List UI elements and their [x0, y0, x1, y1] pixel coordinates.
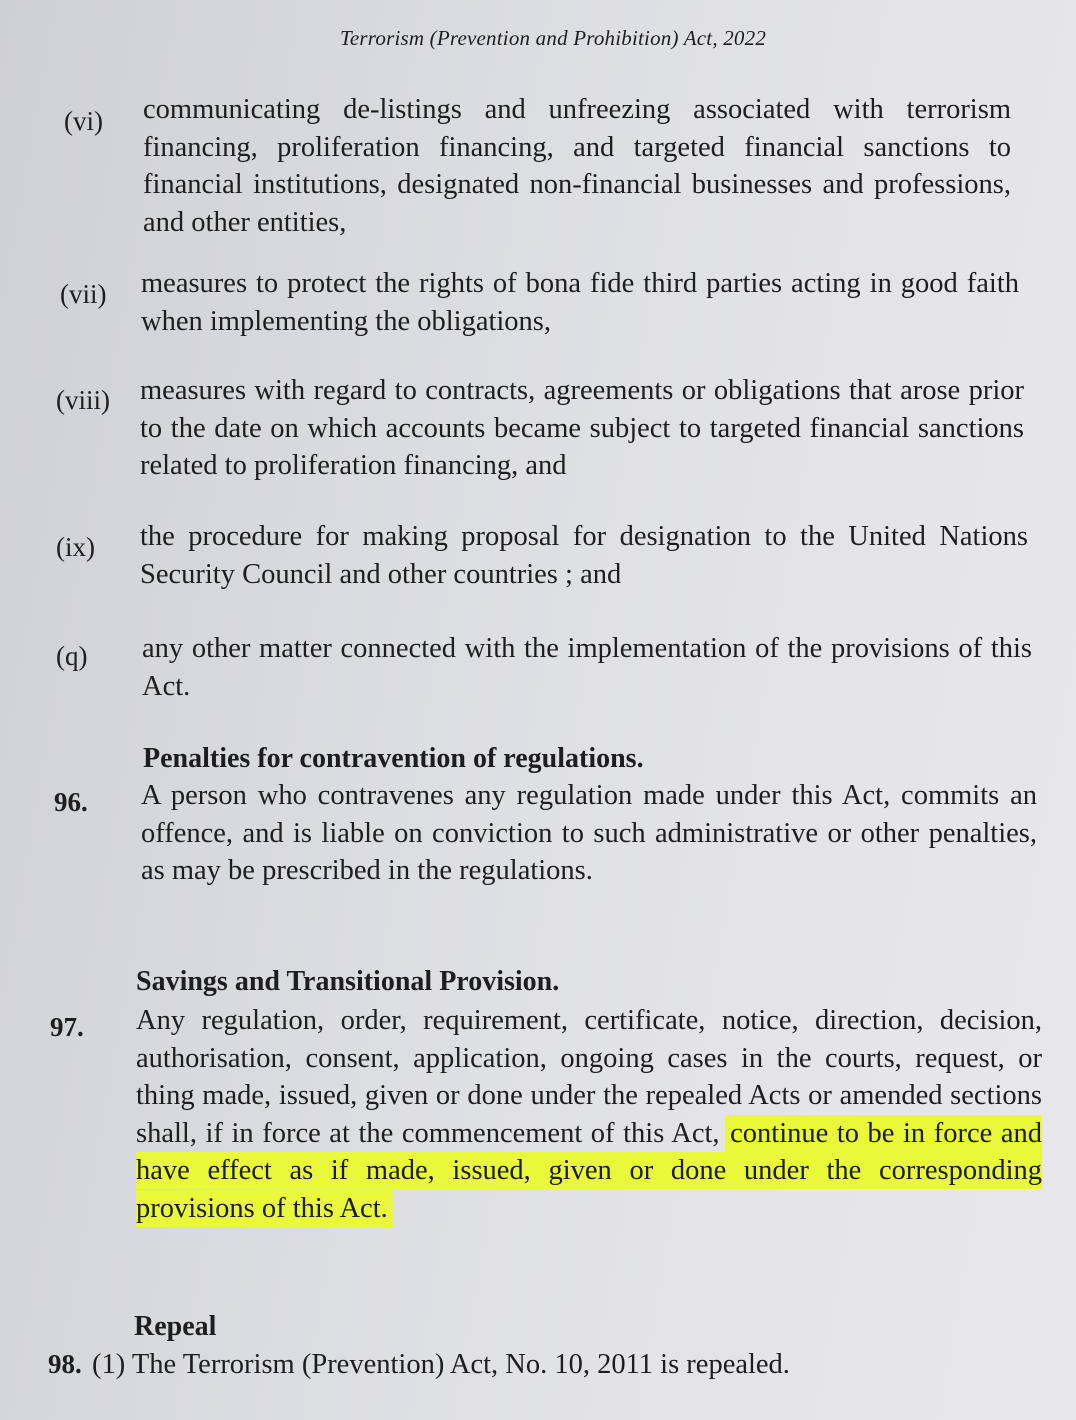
highlighted-text: continue to be in force and have effect as if made, issued, given or done under the corresponding provisions of this Act.: [136, 1117, 1042, 1224]
clause-text: measures to protect the rights of bona fide third parties acting in good faith when implementing the obligations,: [141, 268, 1019, 337]
section-text: [136, 1002, 1042, 1227]
clause-label: (vii): [60, 279, 107, 309]
clause-text: measures with regard to contracts, agreements or obligations that arose prior to the date on which accounts became subject to targeted financial sanctions related to proliferation financing, and: [140, 375, 1024, 481]
running-header: Terrorism (Prevention and Prohibition) Act, 2022: [339, 26, 767, 50]
section-heading: Repeal: [134, 1311, 217, 1342]
clause-label: (viii): [56, 385, 110, 415]
clause-label: (ix): [56, 532, 95, 562]
section-text: A person who contravenes any regulation made under this Act, commits an offence, and is liable on conviction to such administrative or other penalties, as may be prescribed in the regulations.: [141, 780, 1037, 886]
clause-label: (q): [56, 641, 88, 671]
section-text: (1) The Terrorism (Prevention) Act, No. 10, 2011 is repealed.: [92, 1349, 790, 1380]
section-text-plain: Any regulation, order, requirement, certificate, notice, direction, decision, authorisation, consent, application, ongoing cases in the courts, request, or thing made, issued, given or done under the repealed Acts or amended sections shall, if in force at the commencement of this Act,: [136, 1005, 1042, 1149]
clause-text: any other matter connected with the implementation of the provisions of this Act.: [142, 633, 1032, 702]
clause-label: (vi): [64, 106, 103, 136]
clause-text: communicating de-listings and unfreezing associated with terrorism financing, proliferation financing, and targeted financial sanctions to financial institutions, designated non-financial businesses and professions, and other entities,: [143, 94, 1011, 238]
section-heading: Penalties for contravention of regulations.: [143, 743, 644, 774]
clause-text: the procedure for making proposal for designation to the United Nations Security Council and other countries ; and: [140, 521, 1028, 590]
section-number: 97.: [50, 1012, 84, 1042]
section-number: 96.: [54, 787, 88, 817]
section-number: 98.: [48, 1349, 82, 1379]
section-heading: Savings and Transitional Provision.: [136, 966, 560, 997]
